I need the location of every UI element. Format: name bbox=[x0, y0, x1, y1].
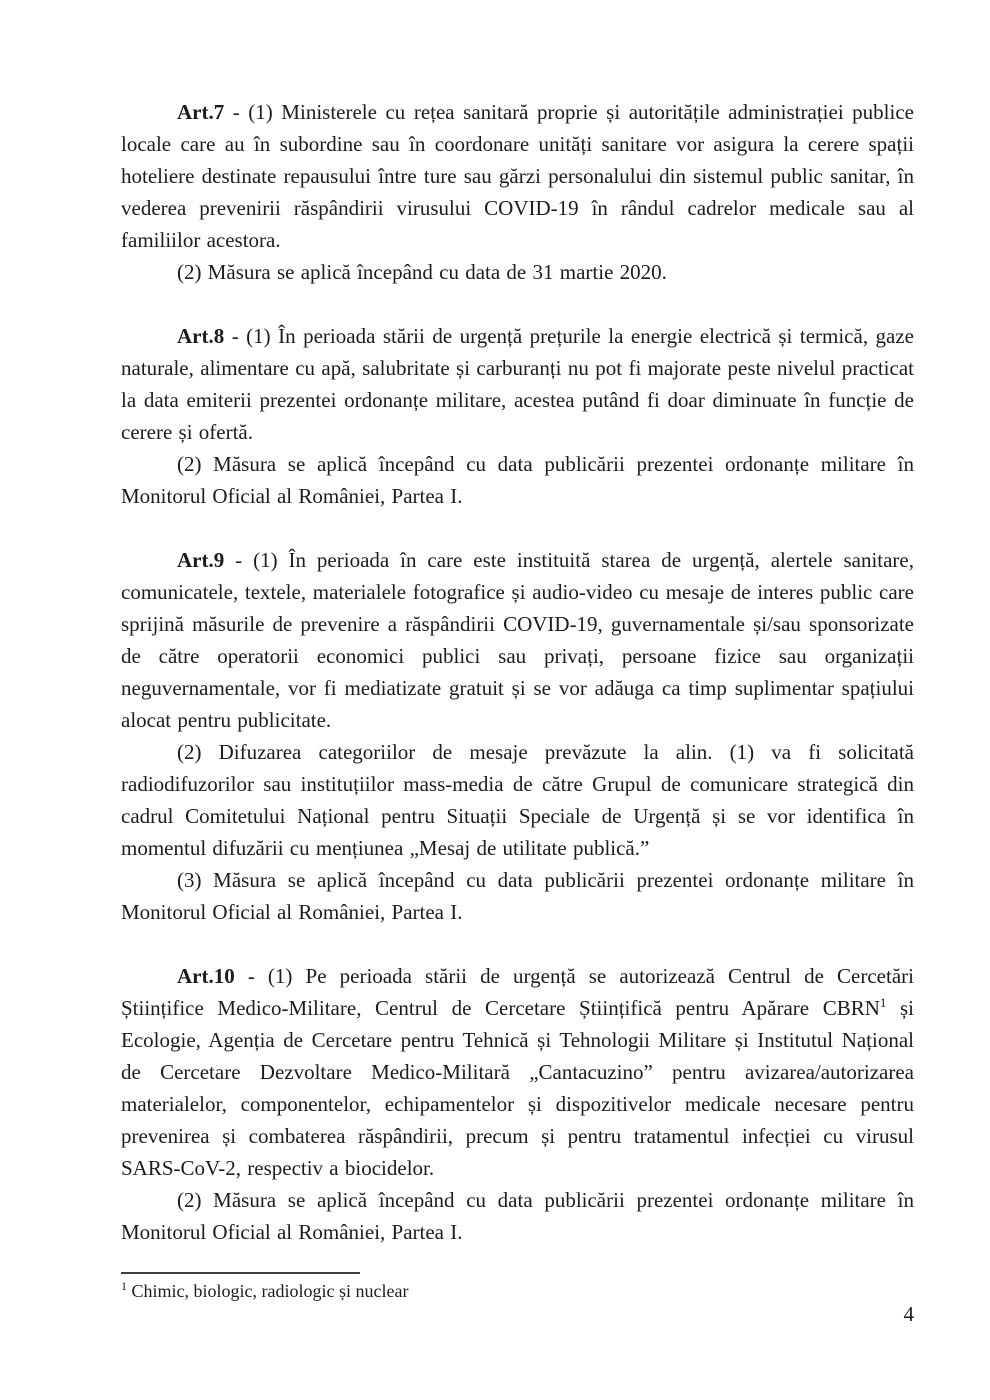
footnote-area bbox=[121, 1272, 914, 1302]
article-9-paragraph-1-text: - (1) În perioada în care este instituită starea de urgență, alertele sanitare, comunicatele, textele, materialele fotografice și audio-video cu mesaje de interes public care sprijină măsurile de prevenire a răspândirii COVID-19, guvernamentale și/sau sponsorizate de către operatorii economici publici sau privați, persoane fizice sau organizații neguvernamentale, vor fi mediatizate gratuit și se vor adăuga ca timp suplimentar spațiului alocat pentru publicitate. bbox=[121, 548, 914, 732]
footnote-text-content: Chimic, biologic, radiologic și nuclear bbox=[127, 1281, 409, 1301]
footnote-separator-rule bbox=[121, 1272, 360, 1274]
footnote-text bbox=[121, 1280, 914, 1302]
article-10-label: Art.10 bbox=[177, 964, 235, 988]
article-7 bbox=[121, 96, 914, 288]
page-number: 4 bbox=[903, 1302, 914, 1326]
article-10-paragraph-1-text-continued: și Ecologie, Agenția de Cercetare pentru Tehnică și Tehnologii Militare și Institutul Național de Cercetare Dezvoltare Medico-Militară „Cantacuzino” pentru avizarea/autorizarea materialelor, componentelor, echipamentelor și dispozitivelor medicale necesare pentru prevenirea și combaterea răspândirii, precum și pentru tratamentul infecției cu virusul SARS-CoV-2, respectiv a biocidelor. bbox=[121, 996, 914, 1180]
article-8-paragraph-2: (2) Măsura se aplică începând cu data publicării prezentei ordonanțe militare în Monitorul Oficial al României, Partea I. bbox=[121, 452, 914, 508]
document-body bbox=[121, 96, 914, 1248]
article-9-paragraph-1 bbox=[121, 544, 914, 736]
article-7-label: Art.7 bbox=[177, 100, 225, 124]
footnote-reference-1: 1 bbox=[879, 995, 887, 1010]
article-8-paragraph-1 bbox=[121, 320, 914, 448]
footnote-marker: 1 bbox=[121, 1279, 127, 1293]
article-8-label: Art.8 bbox=[177, 324, 225, 348]
article-8 bbox=[121, 320, 914, 512]
article-10-paragraph-1 bbox=[121, 960, 914, 1184]
article-10-paragraph-1-text: - (1) Pe perioada stării de urgență se autorizează Centrul de Cercetări Științifice Medico-Militare, Centrul de Cercetare Științifică pentru Apărare CBRN bbox=[121, 964, 914, 1020]
article-9-paragraph-2: (2) Difuzarea categoriilor de mesaje prevăzute la alin. (1) va fi solicitată radiodifuzorilor sau instituțiilor mass-media de către Grupul de comunicare strategică din cadrul Comitetului Național pentru Situații Speciale de Urgență și se vor identifica în momentul difuzării cu mențiunea „Mesaj de utilitate publică.” bbox=[121, 740, 914, 860]
article-7-paragraph-1-text: - (1) Ministerele cu rețea sanitară proprie și autoritățile administrației publice locale care au în subordine sau în coordonare unități sanitare vor asigura la cerere spații hoteliere destinate repausului între ture sau gărzi personalului din sistemul public sanitar, în vederea prevenirii răspândirii virusului COVID-19 în rândul cadrelor medicale sau al familiilor acestora. bbox=[121, 100, 914, 252]
article-9-paragraph-3: (3) Măsura se aplică începând cu data publicării prezentei ordonanțe militare în Monitorul Oficial al României, Partea I. bbox=[121, 868, 914, 924]
article-8-paragraph-1-text: - (1) În perioada stării de urgență prețurile la energie electrică și termică, gaze naturale, alimentare cu apă, salubritate și carburanți nu pot fi majorate peste nivelul practicat la data emiterii prezentei ordonanțe militare, acestea putând fi doar diminuate în funcție de cerere și ofertă. bbox=[121, 324, 914, 444]
article-10 bbox=[121, 960, 914, 1248]
article-9-label: Art.9 bbox=[177, 548, 225, 572]
article-9 bbox=[121, 544, 914, 928]
article-7-paragraph-2: (2) Măsura se aplică începând cu data de 31 martie 2020. bbox=[177, 260, 667, 284]
article-10-paragraph-2: (2) Măsura se aplică începând cu data publicării prezentei ordonanțe militare în Monitorul Oficial al României, Partea I. bbox=[121, 1188, 914, 1244]
article-7-paragraph-1 bbox=[121, 96, 914, 256]
